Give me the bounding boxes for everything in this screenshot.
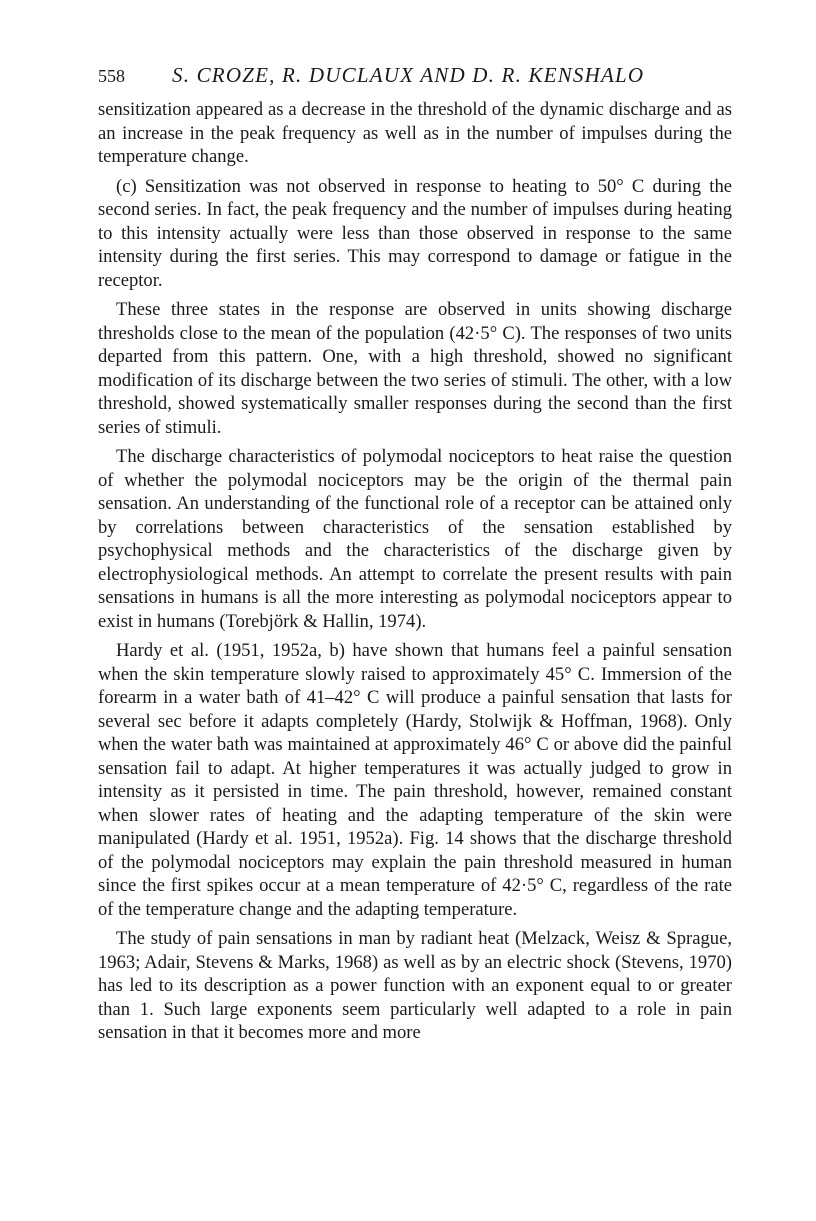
paragraph-hardy: Hardy et al. (1951, 1952a, b) have shown that humans feel a painful sensation when the skin temperature slowly raised to approximately 45° C. Immersion of the forearm in a water bath of 41–42° C will produce a painful sensation that lasts for several sec before it adapts completely (Hardy, Stolwijk & Hoffman, 1968). Only when the water bath was maintained at approximately 46° C or above did the painful sensation fail to adapt. At higher temperatures it was actually judged to grow in intensity as it persisted in time. The pain threshold, however, remained constant when slower rates of heating and the adapting temperature of the skin were manipulated (Hardy et al. 1951, 1952a). Fig. 14 shows that the discharge threshold of the polymodal nociceptors may explain the pain threshold measured in human since the first spikes occur at a mean temperature of 42·5° C, regardless of the rate of the temperature change and the adapting temperature. <box>98 640 732 920</box>
page-header <box>98 64 732 94</box>
running-head: S. CROZE, R. DUCLAUX AND D. R. KENSHALO <box>172 63 645 87</box>
page-number: 558 <box>98 66 125 86</box>
journal-page <box>98 64 732 1045</box>
paragraph-continuation: sensitization appeared as a decrease in the threshold of the dynamic discharge and as an increase in the peak frequency as well as in the number of impulses during the temperature change. <box>98 99 732 167</box>
paragraph-discharge-characteristics: The discharge characteristics of polymodal nociceptors to heat raise the question of whether the polymodal nociceptors may be the origin of the thermal pain sensation. An understanding of the functional role of a receptor can be attained only by correlations between characteristics of the sensation established by psychophysical methods and the characteristics of the discharge given by electrophysiological methods. An attempt to correlate the present results with pain sensations in humans is all the more interesting as polymodal nociceptors appear to exist in humans (Torebjörk & Hallin, 1974). <box>98 446 732 632</box>
paragraph-pain-sensations: The study of pain sensations in man by radiant heat (Melzack, Weisz & Sprague, 1963; Adair, Stevens & Marks, 1968) as well as by an electric shock (Stevens, 1970) has led to its description as a power function with an exponent equal to or greater than 1. Such large exponents seem particularly well adapted to a role in pain sensation in that it becomes more and more <box>98 928 732 1043</box>
paragraph-three-states: These three states in the response are observed in units showing discharge thresholds close to the mean of the population (42·5° C). The responses of two units departed from this pattern. One, with a high threshold, showed no significant modification of its discharge between the two series of stimuli. The other, with a low threshold, showed systematically smaller responses during the second than the first series of stimuli. <box>98 299 732 438</box>
paragraph-item-c: (c) Sensitization was not observed in response to heating to 50° C during the second series. In fact, the peak frequency and the number of impulses during heating to this intensity actually were less than those observed in response to the same intensity during the first series. This may correspond to damage or fatigue in the receptor. <box>98 175 732 291</box>
